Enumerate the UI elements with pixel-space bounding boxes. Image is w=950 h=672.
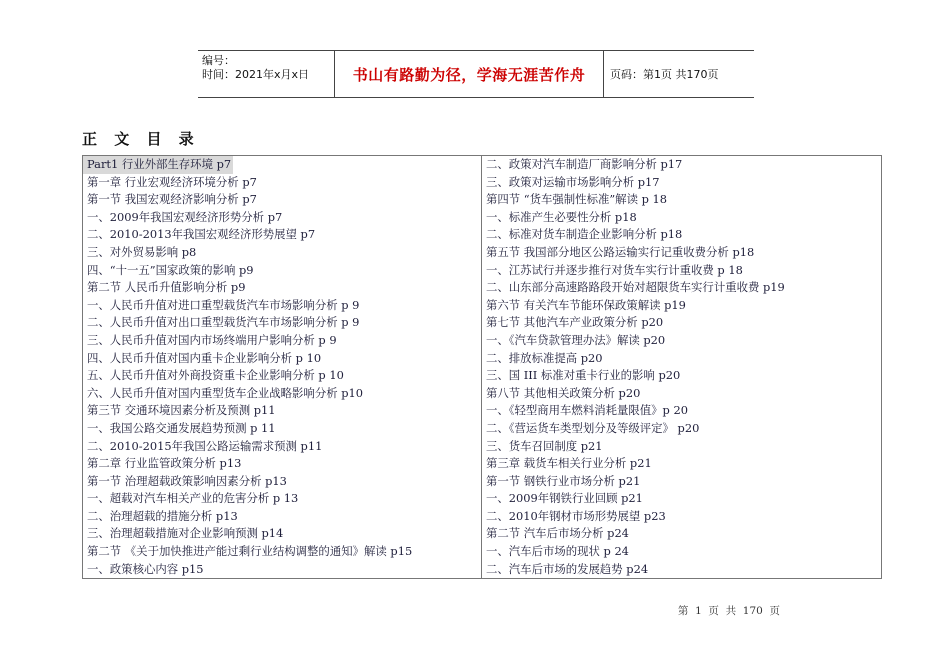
toc-entry: 第二节 《关于加快推进产能过剩行业结构调整的通知》解读 p15 (87, 544, 413, 559)
page-footer: 第 1 页 共 170 页 (677, 605, 780, 617)
toc-entry: 一、2009年我国宏观经济形势分析 p7 (87, 209, 283, 224)
header-motto: 书山有路勤为径，学海无涯苦作舟 (335, 51, 604, 97)
toc-entry: 四、“十一五”国家政策的影响 p9 (87, 262, 254, 277)
page-title: 正 文 目 录 (82, 130, 200, 148)
toc-entry: 三、人民币升值对国内市场终端用户影响分析 p 9 (87, 332, 337, 347)
toc-entry: 二、2010年钢材市场形势展望 p23 (486, 508, 666, 523)
toc-entry: 第一节 治理超载政策影响因素分析 p13 (87, 473, 287, 488)
toc-entry: Part1 行业外部生存环境 p7 (83, 156, 233, 174)
toc-entry: 六、人民币升值对国内重型货车企业战略影响分析 p10 (87, 385, 364, 400)
toc-entry: 第六节 有关汽车节能环保政策解读 p19 (486, 297, 686, 312)
toc-entry: 一、人民币升值对进口重型载货汽车市场影响分析 p 9 (87, 297, 360, 312)
toc-column-right (482, 156, 881, 578)
toc-entry: 五、人民币升值对外商投资重卡企业影响分析 p 10 (87, 368, 344, 383)
toc-entry: 二、2010-2013年我国宏观经济形势展望 p7 (87, 227, 316, 242)
time-label: 时间：2021年x月x日 (202, 68, 310, 81)
header-meta (198, 51, 335, 97)
toc-entry: 第一节 我国宏观经济影响分析 p7 (87, 192, 257, 207)
toc-entry: 二、汽车后市场的发展趋势 p24 (486, 561, 649, 576)
toc-entry: 三、治理超载措施对企业影响预测 p14 (87, 526, 284, 541)
toc-entry: 二、排放标准提高 p20 (486, 350, 603, 365)
toc-entry: 三、政策对运输市场影响分析 p17 (486, 174, 660, 189)
toc-entry: 二、山东部分高速路路段开始对超限货车实行计重收费 p19 (486, 280, 785, 295)
toc-entry: 一、政策核心内容 p15 (87, 561, 204, 576)
toc-entry: 第四节 “货车强制性标准”解读 p 18 (486, 192, 667, 207)
header-page-info: 页码：第1页 共170页 (610, 68, 719, 81)
toc-entry: 第七节 其他汽车产业政策分析 p20 (486, 315, 664, 330)
toc-entry: 一、《轻型商用车燃料消耗量限值》p 20 (486, 403, 688, 418)
toc-entry: 三、对外贸易影响 p8 (87, 244, 197, 259)
toc-entry: 二、标准对货车制造企业影响分析 p18 (486, 227, 683, 242)
toc-entry: 第一节 钢铁行业市场分析 p21 (486, 473, 641, 488)
toc-entry: 四、人民币升值对国内重卡企业影响分析 p 10 (87, 350, 322, 365)
toc-entry: 第二章 行业监管政策分析 p13 (87, 456, 242, 471)
toc-entry: 二、人民币升值对出口重型载货汽车市场影响分析 p 9 (87, 315, 360, 330)
toc-entry: 第三章 载货车相关行业分析 p21 (486, 456, 652, 471)
toc-entry: 第五节 我国部分地区公路运输实行记重收费分析 p18 (486, 244, 755, 259)
toc-entry: 第二节 人民币升值影响分析 p9 (87, 280, 246, 295)
toc-entry: 第二节 汽车后市场分析 p24 (486, 526, 629, 541)
toc-entry: 二、政策对汽车制造厂商影响分析 p17 (486, 157, 683, 171)
toc-entry: 二、《营运货车类型划分及等级评定》 p20 (486, 420, 700, 435)
toc-entry: 第一章 行业宏观经济环境分析 p7 (87, 174, 257, 189)
toc-entry: 一、2009年钢铁行业回顾 p21 (486, 491, 643, 506)
toc-table (82, 155, 882, 579)
toc-entry: 三、国 III 标准对重卡行业的影响 p20 (486, 368, 681, 383)
toc-entry: 三、货车召回制度 p21 (486, 438, 603, 453)
toc-entry-highlight (83, 156, 481, 174)
toc-entry: 第三节 交通环境因素分析及预测 p11 (87, 403, 276, 418)
toc-entry: 二、2010-2015年我国公路运输需求预测 p11 (87, 438, 323, 453)
toc-entry: 一、超载对汽车相关产业的危害分析 p 13 (87, 491, 299, 506)
header-box (198, 50, 754, 98)
number-label: 编号： (202, 54, 235, 67)
toc-entry: 一、标准产生必要性分析 p18 (486, 209, 637, 224)
toc-entry: 一、我国公路交通发展趋势预测 p 11 (87, 420, 276, 435)
toc-column-left (83, 156, 482, 578)
toc-entry: 一、《汽车贷款管理办法》解读 p20 (486, 332, 666, 347)
toc-entry: 第八节 其他相关政策分析 p20 (486, 385, 641, 400)
toc-entry: 一、江苏试行并逐步推行对货车实行计重收费 p 18 (486, 262, 743, 277)
toc-entry: 二、治理超载的措施分析 p13 (87, 508, 238, 523)
toc-entry: 一、汽车后市场的现状 p 24 (486, 544, 629, 559)
